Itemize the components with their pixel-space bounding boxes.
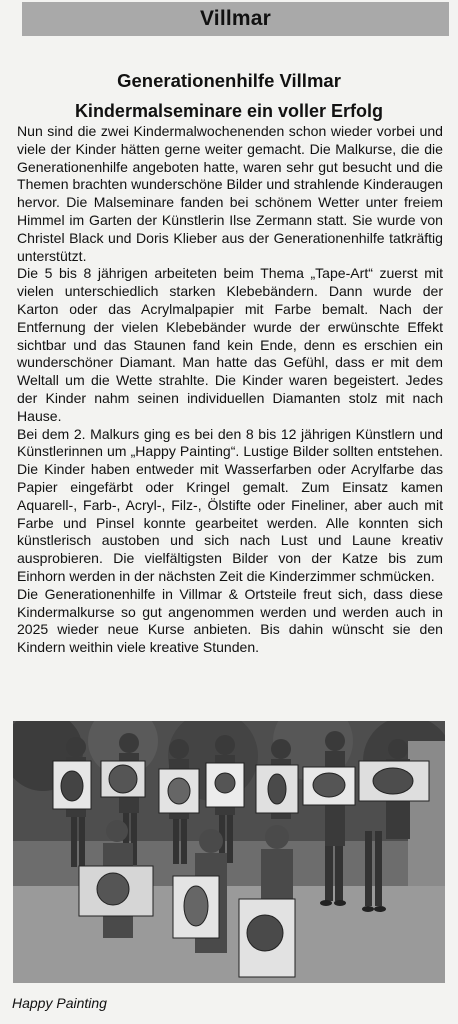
article-body [17, 123, 443, 657]
article-paragraph: Bei dem 2. Malkurs ging es bei den 8 bis 12 jährigen Künstlern und Künstlerinnen um „Happy Painting“. Lustige Bilder sollten entstehen. Die Kinder haben entweder mit Wasserfarben oder Acrylfarbe das Papier eingefärbt oder Kringel gemalt. Zum Einsatz kamen Aquarell-, Farb-, Acryl-, Filz-, Ölstifte oder Fineliner, aber auch mit Farbe und Pinsel konnte gearbeitet werden. Alle konnten sich künstlerisch austoben und sich nach Lust und Laune kreativ ausprobieren. Die vielfältigsten Bilder von der Katze bis zum Einhorn werden in der nächsten Zeit die Kinderzimmer schmücken. [17, 425, 443, 584]
article-paragraph: Die 5 bis 8 jährigen arbeiteten beim Thema „Tape-Art“ zuerst mit vielen unterschiedlich starken Klebebändern. Dann wurde der Karton oder das Acrylmalpapier mit Farbe bemalt. Nach der Entfernung der vielen Klebebänder wurde der erwünschte Effekt sichtbar und das Staunen fand kein Ende, denn es erschien ein wunderschöner Diamant. Man hatte das Gefühl, dass er mit dem Weltall um die Wette strahlte. Die Kinder waren begeistert. Jedes der Kinder nahm seinen individuellen Diamanten stolz mit nach Hause. [17, 265, 443, 424]
section-title: Villmar [199, 7, 272, 30]
photo-illustration [13, 721, 445, 983]
article-headline: Generationenhilfe Villmar [117, 70, 341, 91]
article-paragraph: Nun sind die zwei Kindermalwochenenden schon wieder vorbei und viele der Kinder hätten gerne weiter gemacht. Die Malkurse, die die Generationenhilfe angeboten hatte, waren sehr gut besucht und die Themen brachten wunderschöne Bilder und strahlende Kinderaugen hervor. Die Malseminare fanden bei schönem Wetter unter freiem Himmel im Garten der Künstlerin Ilse Zermann statt. Sie wurde von Christel Black und Doris Klieber aus der Generationenhilfe tatkräftig unterstützt. [17, 123, 443, 264]
article-paragraph: Die Generationenhilfe in Villmar & Ortsteile freut sich, dass diese Kindermalkurse so gut angenommen werden und werden auch in 2025 wieder neue Kurse anbieten. Bis dahin wünscht sie den Kindern weithin viele kreative Stunden. [17, 585, 443, 656]
article-subheadline: Kindermalseminare ein voller Erfolg [74, 101, 384, 121]
group-photo [13, 721, 445, 983]
photo-caption: Happy Painting [12, 995, 107, 1011]
section-header [22, 2, 449, 36]
